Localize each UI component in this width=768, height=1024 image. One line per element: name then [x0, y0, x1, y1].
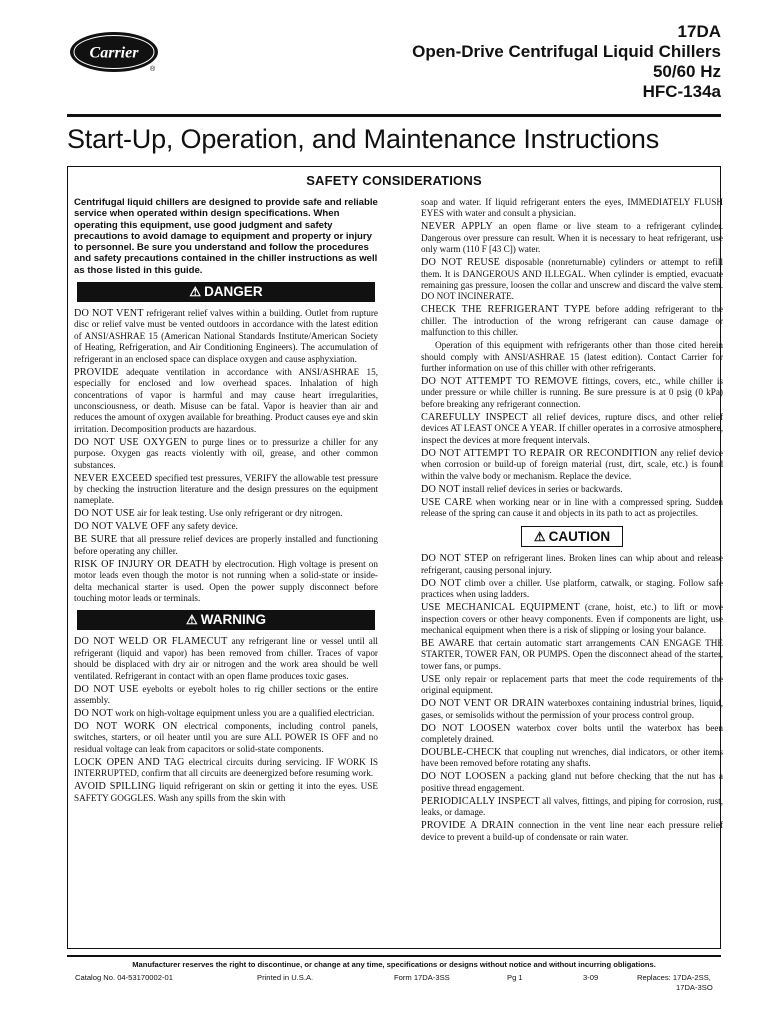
item-text: before adding refrigerant to the chiller. The introduction of the wrong refrigerant can cause damage or malfunction to this chiller. [421, 304, 723, 338]
refrigerant: HFC-134a [642, 82, 721, 101]
section-title: SAFETY CONSIDERATIONS [306, 173, 482, 188]
caution-item [421, 638, 723, 672]
warning-item [74, 721, 378, 755]
danger-label: DANGER [204, 284, 263, 300]
danger-item [74, 308, 378, 365]
caution-item [421, 771, 723, 794]
warning-label: WARNING [200, 612, 266, 628]
caution-item [421, 674, 723, 697]
item-text: waterbox cover bolts until the waterbox has been completely drained. [421, 722, 723, 744]
keyword: NEVER EXCEED [74, 472, 153, 484]
registered-mark: ® [150, 66, 156, 73]
right-column [421, 197, 723, 845]
item-text: climb over a chiller. Use platform, catwalk, or staging. Follow safe practices when using ladders. [421, 577, 723, 600]
item-text: any relief device when corrosion or build-up of foreign material (rust, dirt, scale, etc.) is found within the valve body or mechanism. Replace the device. [421, 447, 723, 481]
keyword: DO NOT WORK ON [74, 721, 178, 733]
caution-banner [521, 526, 623, 547]
caution-item [421, 796, 723, 819]
keyword: DO NOT USE [74, 683, 139, 695]
keyword: NEVER APPLY [421, 221, 493, 233]
item-text: adequate ventilation in accordance with ANSI/ASHRAE 15, especially for enclosed and low overhead spaces. Inhalation of high concentrations of vapor is harmful and may cause heart irregularities, unconsciousness, or death. Misuse can be fatal. Vapor is heavier than air and reduces the amount of oxygen available for breathing. Product causes eye and skin irritation. Decomposition products are hazardous. [74, 366, 378, 434]
item-text: install relief devices in series or backwards. [459, 483, 623, 494]
printed-in: Printed in U.S.A. [257, 973, 314, 982]
item-text: by electrocution. High voltage is present on motor leads even though the motor is not running when a solid-state or inside-delta mechanical starter is used. Open the power supply disconnect before touching motor leads or terminals. [74, 558, 378, 603]
left-column [74, 197, 378, 806]
right-top-item [421, 376, 723, 410]
item-text: Operation of this equipment with refrigerants other than those cited herein should comply with ANSI/ASHRAE 15 (latest edition). Contact Carrier for further information on use of this chiller with other refrigerants. [421, 340, 723, 374]
warning-item [74, 684, 378, 707]
keyword: DO NOT VENT [74, 308, 144, 320]
item-text: connection in the vent line near each pressure relief device to prevent a build-up of condensate or rain water. [421, 820, 724, 842]
keyword: BE AWARE [421, 637, 475, 649]
item-text: fittings, covers, etc., while chiller is under pressure or while chiller is running. Be sure pressure is at 0 psig (0 kPa) before breaking any refrigerant connection. [421, 376, 724, 409]
danger-item [74, 534, 378, 557]
right-top-item [421, 497, 723, 520]
keyword: CAREFULLY INSPECT [421, 411, 528, 423]
caution-item [421, 578, 723, 601]
item-text: disposable (nonreturnable) cylinders or attempt to refill them. It is DANGEROUS AND ILLEGAL. When cylinder is emptied, evacuate remaining gas pressure, loosen the collar and unscrew and discard the valve stem. DO NOT INCINERATE. [421, 257, 723, 302]
keyword: DO NOT VALVE OFF [74, 521, 170, 533]
right-top-item [421, 484, 723, 495]
right-top-item [421, 221, 723, 255]
warning-list [74, 636, 378, 804]
carrier-logo [68, 30, 160, 74]
item-text: a packing gland nut before checking that the nut has a positive thread engagement. [421, 771, 723, 793]
date-code: 3-09 [583, 973, 599, 982]
keyword: DOUBLE-CHECK [421, 746, 502, 758]
keyword: LOCK OPEN AND TAG [74, 756, 185, 768]
keyword: PROVIDE [74, 366, 119, 378]
warning-item [74, 636, 378, 682]
keyword: DO NOT USE [74, 508, 135, 520]
item-text: when working near or in line with a compressed spring. Sudden release of the spring can cause it and objects in its path to act as projectiles. [421, 496, 723, 518]
right-top-item [421, 257, 723, 303]
product-name: Open-Drive Centrifugal Liquid Chillers [412, 42, 721, 61]
item-text: liquid refrigerant on skin or getting it into the eyes. USE SAFETY GOGGLES. Wash any spills from the skin with [74, 781, 378, 803]
keyword: AVOID SPILLING [74, 781, 156, 793]
danger-item [74, 437, 378, 471]
item-text: only repair or replacement parts that meet the code requirements of the original equipment. [421, 673, 723, 696]
caution-label: CAUTION [548, 529, 611, 545]
right-top-item [421, 412, 723, 446]
keyword: PERIODICALLY INSPECT [421, 795, 540, 807]
item-text: specified test pressures, VERIFY the allowable test pressure by checking the instruction literature and the design pressures on the equipment nameplate. [74, 472, 378, 506]
item-text: electrical circuits during servicing. IF WORK IS INTERRUPTED, confirm that all circuits are deenergized before resuming work. [74, 756, 379, 779]
keyword: RISK OF INJURY OR DEATH [74, 558, 210, 570]
item-text: that coupling nut wrenches, dial indicators, or other items have been removed before rotating any shafts. [421, 746, 723, 769]
right-top-item [421, 448, 723, 482]
item-text: that all pressure relief devices are properly installed and functioning before operating any chiller. [74, 534, 378, 556]
keyword: DO NOT [74, 708, 113, 720]
replaces-continued: 17DA-3SO [676, 983, 713, 992]
keyword: DO NOT VENT OR DRAIN [421, 698, 545, 710]
keyword: DO NOT ATTEMPT TO REPAIR OR RECONDITION [421, 447, 658, 459]
danger-list [74, 308, 378, 604]
right-top-item [421, 197, 723, 220]
keyword: DO NOT LOOSEN [421, 722, 511, 734]
keyword: USE CARE [421, 496, 473, 508]
item-text: electrical components, including control panels, switches, starters, or oil heater until you are sure ALL POWER IS OFF and no residual voltage can leak from capacitors or solid-state components. [74, 721, 378, 754]
svg-text:Carrier: Carrier [89, 44, 139, 62]
warning-item [74, 757, 378, 780]
caution-list [421, 553, 723, 843]
catalog-number: Catalog No. 04-53170002-01 [75, 973, 173, 982]
caution-item [421, 698, 723, 721]
item-text: an open flame or live steam to a refrigerant cylinder. Dangerous over pressure can result. When it is necessary to heat refrigerant, use only warm (110 F [43 C]) water. [421, 221, 723, 255]
item-text: any safety device. [169, 521, 238, 532]
danger-item [74, 508, 378, 519]
item-text: work on high-voltage equipment unless you are a qualified electrician. [112, 708, 375, 719]
form-number: Form 17DA-3SS [394, 973, 450, 982]
keyword: DO NOT LOOSEN [421, 771, 507, 783]
right-top-item [421, 304, 723, 338]
keyword: PROVIDE A DRAIN [421, 820, 515, 832]
caution-item [421, 747, 723, 770]
right-top-item [421, 340, 723, 374]
keyword: CHECK THE REFRIGERANT TYPE [421, 304, 591, 316]
warning-banner [77, 610, 375, 630]
item-text: eyebolts or eyebolt holes to rig chiller sections or the entire assembly. [74, 683, 379, 706]
caution-item [421, 602, 723, 636]
keyword: DO NOT WELD OR FLAMECUT [74, 636, 228, 648]
item-text: soap and water. If liquid refrigerant enters the eyes, IMMEDIATELY FLUSH EYES with water and consult a physician. [421, 197, 723, 219]
keyword: BE SURE [74, 534, 118, 546]
title-rule [67, 114, 721, 117]
item-text: air for leak testing. Use only refrigerant or dry nitrogen. [134, 508, 343, 519]
product-header [412, 22, 721, 102]
danger-item [74, 559, 378, 605]
item-text: to purge lines or to pressurize a chiller for any purpose. Oxygen gas reacts violently with oil, grease, and other common substances. [74, 436, 378, 470]
warning-triangle-icon: ⚠ [533, 529, 546, 545]
footer-rule [67, 955, 721, 957]
replaces: Replaces: 17DA-2SS, [637, 973, 711, 982]
item-text: on refrigerant lines. Broken lines can whip about and release refrigerant, causing personal injury. [421, 553, 723, 575]
caution-item [421, 820, 723, 843]
warning-item [74, 708, 378, 719]
item-text: all valves, fittings, and piping for corrosion, rust, leaks, or damage. [421, 795, 723, 818]
warning-item [74, 781, 378, 804]
danger-banner [77, 282, 375, 302]
keyword: USE MECHANICAL EQUIPMENT [421, 602, 580, 614]
warning-triangle-icon: ⚠ [186, 612, 198, 628]
item-text: any refrigerant line or vessel until all refrigerant (liquid and vapor) has been removed from chiller. Traces of vapor should be displaced with dry air or nitrogen and the work area should be well ventilated. Refrigerant in contact with an open flame produces toxic gases. [74, 636, 378, 681]
frequency: 50/60 Hz [652, 62, 721, 81]
page-number: Pg 1 [507, 973, 523, 982]
danger-item [74, 521, 378, 532]
warning-continued-list [421, 197, 723, 519]
keyword: DO NOT [421, 577, 462, 589]
keyword: DO NOT REUSE [421, 257, 500, 269]
keyword: USE [421, 673, 441, 685]
danger-item [74, 473, 378, 507]
keyword: DO NOT ATTEMPT TO REMOVE [421, 376, 578, 388]
caution-item [421, 553, 723, 576]
warning-triangle-icon: ⚠ [189, 284, 202, 300]
caution-item [421, 723, 723, 746]
footer-notice: Manufacturer reserves the right to discontinue, or change at any time, specifications or designs without notice and without incurring obligations. [132, 960, 656, 969]
model-number: 17DA [677, 22, 721, 41]
document-title: Start-Up, Operation, and Maintenance Instructions [67, 124, 660, 154]
item-text: all relief devices, rupture discs, and other relief devices AT LEAST ONCE A YEAR. If chiller operates in a corrosive atmosphere, inspect the devices at more frequent intervals. [421, 411, 723, 445]
keyword: DO NOT USE OXYGEN [74, 436, 187, 448]
danger-item [74, 367, 378, 435]
keyword: DO NOT [421, 483, 460, 495]
keyword: DO NOT STEP [421, 553, 489, 565]
item-text: refrigerant relief valves within a building. Outlet from rupture disc or relief valve must be vented outdoors in accordance with the latest edition of ANSI/ASHRAE 15 (American National Standards Institute/American Society of Heating, Refrigeration, and Air Conditioning Engineers). The accumulation of refrigerant in an enclosed space can displace oxygen and cause asphyxiation. [74, 308, 378, 364]
safety-intro: Centrifugal liquid chillers are designed to provide safe and reliable service when operated within design specifications. When operating this equipment, use good judgment and safety precautions to avoid damage to equipment and property or injury to personnel. Be sure you understand and follow the procedures and safety precautions contained in the chiller instructions as well as those listed in this guide. [74, 197, 378, 276]
item-text: that certain automatic start arrangements CAN ENGAGE THE STARTER, TOWER FAN, OR PUMPS. Open the disconnect ahead of the starter, tower fans, or pumps. [421, 637, 723, 671]
item-text: (crane, hoist, etc.) to lift or move inspection covers or other heavy components. Even if components are light, use mechanical equipment when there is a risk of slipping or losing your balance. [421, 602, 723, 635]
item-text: waterboxes containing industrial brines, liquid, gases, or semisolids without the permission of your process control group. [421, 698, 724, 720]
